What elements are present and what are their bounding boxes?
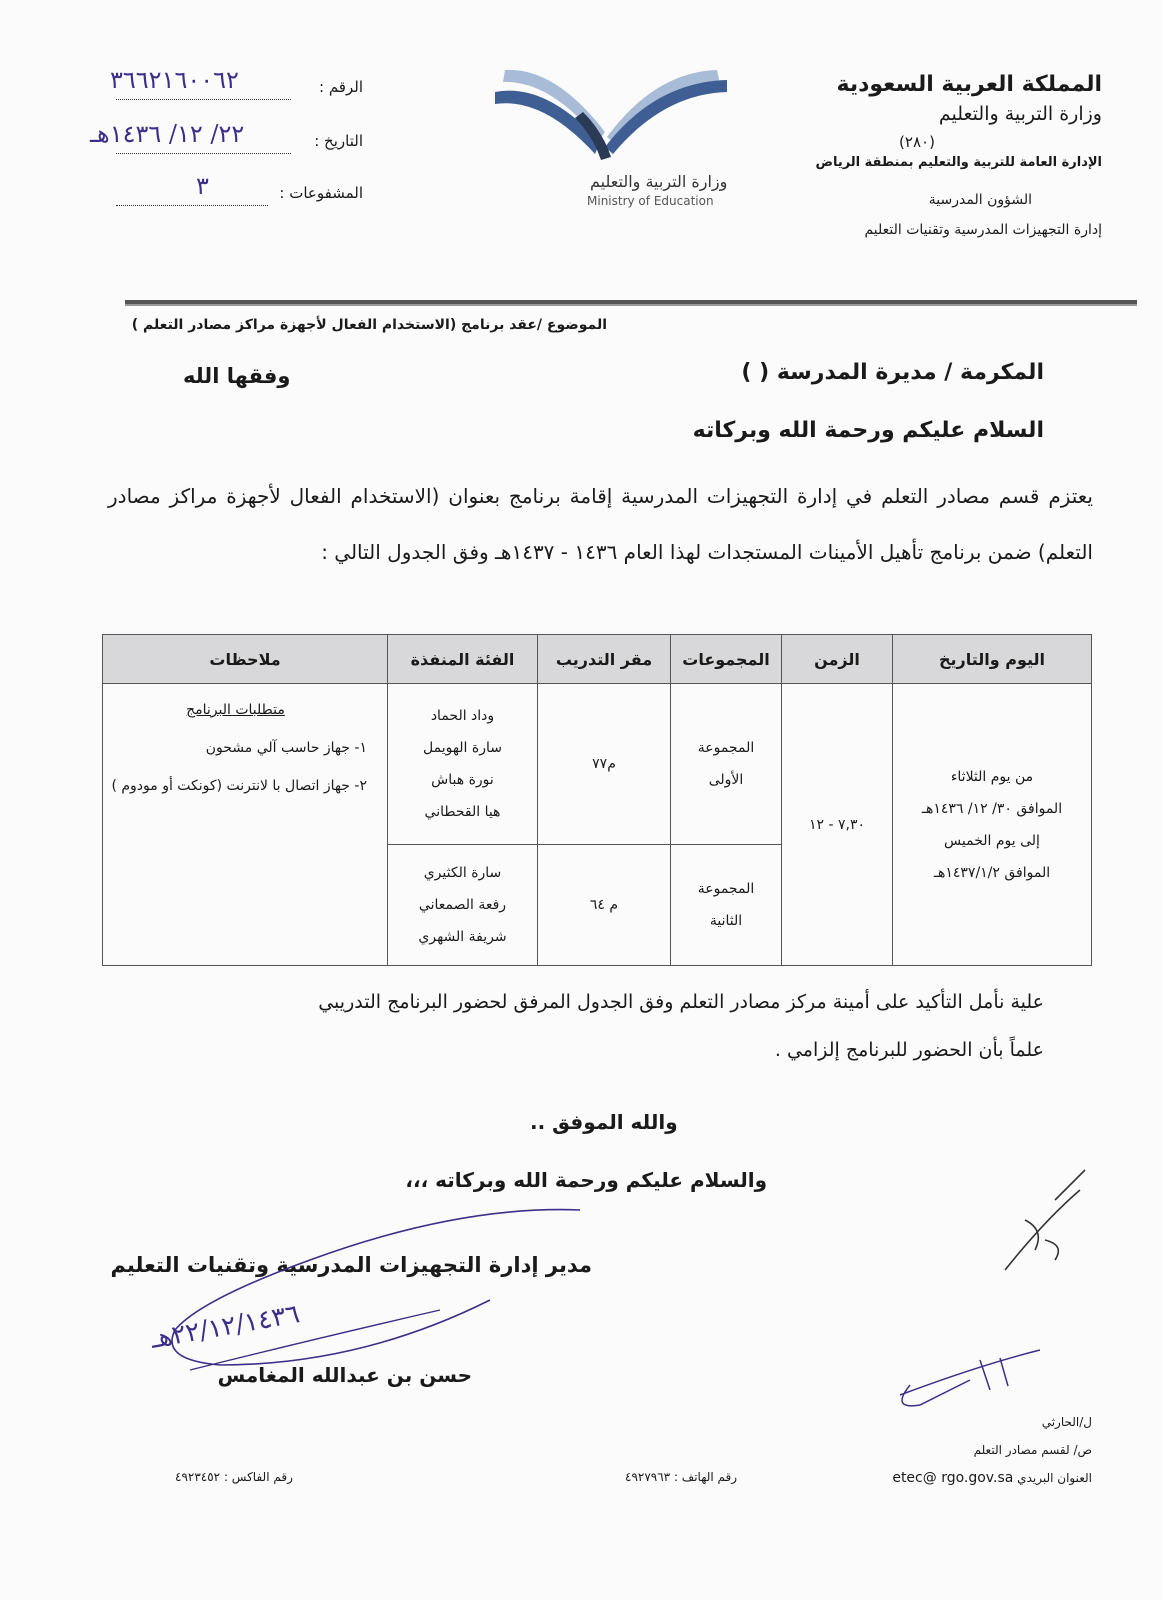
attachments-label: المشفوعات : xyxy=(279,184,363,202)
handwritten-annotation-icon xyxy=(985,1160,1105,1290)
venue-cell: م٧٧ xyxy=(538,684,671,845)
staff-name: سارة الكثيري xyxy=(423,864,502,881)
logo-arabic-text: وزارة التربية والتعليم xyxy=(590,172,728,191)
notes-line: ١- جهاز حاسب آلي مشحون xyxy=(205,740,367,756)
closing-salam: والسلام عليكم ورحمة الله وبركاته ،،، xyxy=(405,1168,767,1192)
day-line: الموافق ٣٠/ ١٢/ ١٤٣٦هـ xyxy=(921,800,1063,817)
footer-line: ص/ لقسم مصادر التعلم xyxy=(973,1443,1092,1457)
group-name: المجموعة الأولى xyxy=(697,739,755,788)
staff-name: سارة الهويمل xyxy=(423,739,502,756)
director-name: حسن بن عبدالله المغامس xyxy=(217,1363,472,1387)
book-logo-icon xyxy=(495,62,735,172)
footer-line: ل/الحارثي xyxy=(1041,1415,1092,1429)
table-header-row xyxy=(103,635,1092,684)
header-notes: ملاحظات xyxy=(103,635,388,684)
day-line: الموافق ١٤٣٧/١/٢هـ xyxy=(933,864,1051,881)
venue-cell: م ٦٤ xyxy=(538,844,671,965)
header-groups: المجموعات xyxy=(671,635,782,684)
time-cell: ٧,٣٠ - ١٢ xyxy=(782,684,893,966)
footer-right xyxy=(892,1408,1092,1492)
header-time: الزمن xyxy=(782,635,893,684)
staff-name: هيا القحطاني xyxy=(424,803,501,820)
notes-line: ٢- جهاز اتصال با لانترنت (كونكت أو مودوم ) xyxy=(111,778,367,794)
closing-paragraph xyxy=(84,978,1044,1074)
kingdom-title: المملكة العربية السعودية xyxy=(836,72,1102,97)
schedule-table xyxy=(102,634,1092,966)
date-label: التاريخ : xyxy=(314,132,363,150)
ministry-header xyxy=(802,72,1102,238)
date-value: ٢٢/ ١٢/ ١٤٣٦هـ xyxy=(90,120,245,148)
directorate-code: (٢٨٠) xyxy=(899,133,935,151)
ministry-name: وزارة التربية والتعليم xyxy=(938,103,1102,125)
email-address: etec@ rgo.gov.sa xyxy=(892,1470,1014,1486)
group-cell xyxy=(671,684,782,845)
affairs-name: الشؤون المدرسية xyxy=(928,192,1032,208)
closing-line: علية نأمل التأكيد على أمينة مركز مصادر التعلم وفق الجدول المرفق لحضور البرنامج التدريبي xyxy=(318,991,1044,1013)
footer-email-row xyxy=(892,1464,1092,1492)
blessing: وفقها الله xyxy=(183,364,291,388)
closing-phrase: والله الموفق .. xyxy=(530,1110,678,1134)
handwritten-date: ٢٢/١٢/١٤٣٦هـ xyxy=(148,1299,303,1355)
staff-name: رفعة الصمعاني xyxy=(418,896,507,913)
table-row xyxy=(103,684,1092,845)
ministry-logo xyxy=(495,62,735,212)
day-cell xyxy=(893,684,1092,966)
attachments-value: ٣ xyxy=(196,172,209,200)
signature-scribble-icon xyxy=(160,1190,590,1400)
phone-number: رقم الهاتف : ٤٩٢٧٩٦٣ xyxy=(625,1470,738,1484)
header-day: اليوم والتاريخ xyxy=(893,635,1092,684)
notes-cell xyxy=(103,684,388,966)
staff-cell xyxy=(388,684,538,845)
logo-english-text: Ministry of Education xyxy=(587,194,714,208)
header-staff: الفئة المنفذة xyxy=(388,635,538,684)
notes-title: متطلبات البرنامج xyxy=(186,702,285,718)
staff-cell xyxy=(388,844,538,965)
directorate-name: الإدارة العامة للتربية والتعليم بمنطقة الرياض xyxy=(815,155,1102,170)
attachments-field xyxy=(108,172,363,208)
header-venue: مقر التدريب xyxy=(538,635,671,684)
reference-number-field xyxy=(108,66,363,102)
body-paragraph: يعتزم قسم مصادر التعلم في إدارة التجهيزات المدرسية إقامة برنامج بعنوان (الاستخدام الفعال لأجهزة مراكز مصادر التعلم) ضمن برنامج تأهيل الأمينات المستجدات لهذا العام ١٤٣٦ - ١٤٣٧هـ وفق الجدول التالي : xyxy=(108,484,1093,564)
header-divider xyxy=(125,300,1137,304)
day-line: إلى يوم الخميس xyxy=(944,832,1040,849)
group-cell xyxy=(671,844,782,965)
staff-name: نورة هباش xyxy=(431,771,494,788)
group-name: المجموعة الثانية xyxy=(697,880,755,929)
closing-line: علماً بأن الحضور للبرنامج إلزامي . xyxy=(774,1039,1044,1061)
fax-number: رقم الفاكس : ٤٩٢٣٤٥٢ xyxy=(175,1470,293,1484)
department-name: إدارة التجهيزات المدرسية وتقنيات التعليم xyxy=(864,222,1102,238)
greeting: السلام عليكم ورحمة الله وبركاته xyxy=(692,418,1044,443)
number-label: الرقم : xyxy=(319,78,363,96)
day-line: من يوم الثلاثاء xyxy=(950,768,1034,785)
email-label: العنوان البريدي xyxy=(1017,1471,1092,1485)
addressee: المكرمة / مديرة المدرسة ( ) xyxy=(741,360,1044,385)
staff-name: شريفة الشهري xyxy=(418,928,507,945)
date-field xyxy=(90,120,363,156)
number-value: ٣٦٦٢١٦٠٠٦٢ xyxy=(110,66,239,94)
staff-name: وداد الحماد xyxy=(430,707,495,724)
subject-line: الموضوع /عقد برنامج (الاستخدام الفعال لأجهزة مراكز مصادر التعلم ) xyxy=(131,317,607,333)
director-title: مدير إدارة التجهيزات المدرسية وتقنيات التعليم xyxy=(110,1253,592,1277)
